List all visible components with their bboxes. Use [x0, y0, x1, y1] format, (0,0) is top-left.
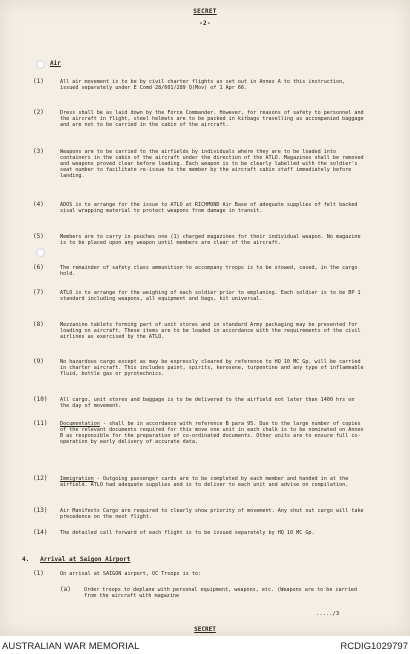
paragraph-3: [33, 148, 365, 180]
paragraph-14: [33, 529, 365, 536]
paragraph-5: [33, 233, 365, 247]
paragraph-number: (13): [33, 507, 48, 514]
paragraph-number: (1): [33, 570, 44, 577]
paragraph-text: - shall be in accordance with reference B para 95. Due to the large number of copies of the relevant documents required for this move one unit in each chalk is to be nominated on Annex B as responsible for the preparation of co-ordinated documents. Other units are to ensure full co-operation by early delivery of accurate data.: [60, 421, 364, 446]
arrival-subparagraph-a: [60, 586, 364, 600]
paragraph-11: [33, 420, 365, 446]
paragraph-7: [33, 289, 365, 303]
paragraph-number: (9): [33, 358, 44, 365]
paragraph-2: [33, 109, 365, 129]
archive-name: AUSTRALIAN WAR MEMORIAL: [2, 641, 140, 652]
paragraph-text: Dress shall be as laid down by the Force Commander. However, for reasons of safety to personnel and the aircraft in flight, steel helmets are to be packed in kitbags travelling as accompanied baggage and are not to be carried in the cabin of the aircraft.: [60, 110, 364, 129]
section-title: Air: [50, 60, 61, 67]
paragraph-number: (6): [33, 264, 44, 271]
paragraph-8: [33, 321, 365, 341]
paragraph-number: (a): [60, 586, 71, 593]
paragraph-4: [33, 201, 365, 215]
paragraph-number: (14): [33, 529, 48, 536]
paragraph-12: [33, 475, 365, 489]
arrival-paragraph-1: [33, 570, 365, 577]
paragraph-number: (5): [33, 233, 44, 240]
paragraph-9: [33, 358, 365, 378]
paragraph-13: [33, 507, 365, 521]
paragraph-text: ADOS is to arrange for the issue to ATLO at RICHMOND Air Base of adequate supplies of felt backed sisal wrapping material to protect weapons from damage in transit.: [60, 202, 358, 215]
paragraph-number: (2): [33, 109, 44, 116]
paragraph-text: Weapons are to be carried to the airfields by individuals where they are to be loaded into containers in the cabin of the aircraft under the direction of the ATLO. Magazines shall be removed and weapons proved clear before loading. Each weapon is to be clearly labelled with the soldier's seat number to facilitate re-issue to the member by the aircraft cabin staff immediately before landing.: [60, 149, 364, 180]
paragraph-number: (10): [33, 396, 48, 403]
paragraph-text: - Outgoing passenger cards are to be completed by each member and handed in at the airfield. ATLO had adequate supplies and is to deliver to each unit and advise on compilation.: [60, 476, 349, 489]
classification-header: SECRET: [193, 8, 217, 15]
paragraph-number: (7): [33, 289, 44, 296]
paragraph-text: Air Manifests Cargo are required to clearly show priority of movement. Any shut out cargo will take precedence on the next flight.: [60, 508, 364, 521]
paragraph-text: Members are to carry in pouches one (1) charged magazines for their individual weapon. No magazine is to be placed upon any weapon until members are clear of the aircraft.: [60, 234, 361, 247]
paragraph-text: No hazardous cargo except as may be expressly cleared by reference to HQ 10 MC Gp. will be carried in charter aircraft. This includes paint, spirits, kerosene, turpentine and any type of inflammable fluid, bottle gas or pyrotechnics.: [60, 359, 364, 378]
paragraph-text: The detailed call forward of each flight is to be issued separately by HQ 10 MC Gp.: [60, 530, 315, 536]
paragraph-1: [33, 78, 365, 92]
section-heading-arrival: [22, 556, 130, 563]
paragraph-number: (11): [33, 420, 48, 427]
archive-footer: [0, 637, 410, 654]
punch-hole: [36, 248, 45, 257]
paragraph-text: On arrival at SAIGON airport, OC Troops is to:: [60, 571, 202, 577]
section-heading-air: [50, 60, 61, 67]
paragraph-text: Order troops to deplane with personal equipment, weapons, etc. (Weapons are to be carried from the aircraft with magazine: [84, 587, 357, 600]
paragraph-number: (3): [33, 148, 44, 155]
paragraph-text: ATLO is to arrange for the weighing of each soldier prior to emplaning. Each soldier is to be BP 1 standard including weapons, all equipment and bags, kit universal.: [60, 290, 361, 303]
classification-footer: SECRET: [194, 626, 216, 633]
paragraph-text: All air movement is to be by civil charter flights as set out in Annex A to this instruction, issued separately under E Comd 28/601/289 Q(Mov) of 1 Apr 66.: [60, 79, 346, 92]
punch-hole: [36, 60, 45, 69]
page-number: -2-: [199, 20, 211, 27]
continuation-marker: ...../3: [316, 611, 340, 617]
paragraph-10: [33, 396, 365, 410]
paragraph-lead: Immigration: [60, 476, 94, 482]
paragraph-number: (1): [33, 78, 44, 85]
paragraph-number: (12): [33, 475, 48, 482]
paragraph-text: The remainder of safety class ammunition to accompany troops is to be stowed, cased, in the cargo hold.: [60, 265, 358, 278]
paragraph-text: Mezzanine tablets forming part of unit stores and in standard Army packaging may be presented for loading on aircraft. These items are to be loaded in accordance with the requirements of the civil airlines as exercised by the ATLO.: [60, 322, 361, 341]
paragraph-number: (4): [33, 201, 44, 208]
section-title: Arrival at Saigon Airport: [40, 556, 131, 563]
paragraph-text: All cargo, unit stores and baggage is to be delivered to the airfield not later than 1400 hrs on the day of movement.: [60, 397, 355, 410]
archive-record-id: RCDIG1029797: [340, 641, 408, 652]
paragraph-6: [33, 264, 365, 278]
section-number: 4.: [22, 556, 30, 563]
paragraph-lead: Documentation: [60, 421, 100, 427]
paragraph-number: (8): [33, 321, 44, 328]
